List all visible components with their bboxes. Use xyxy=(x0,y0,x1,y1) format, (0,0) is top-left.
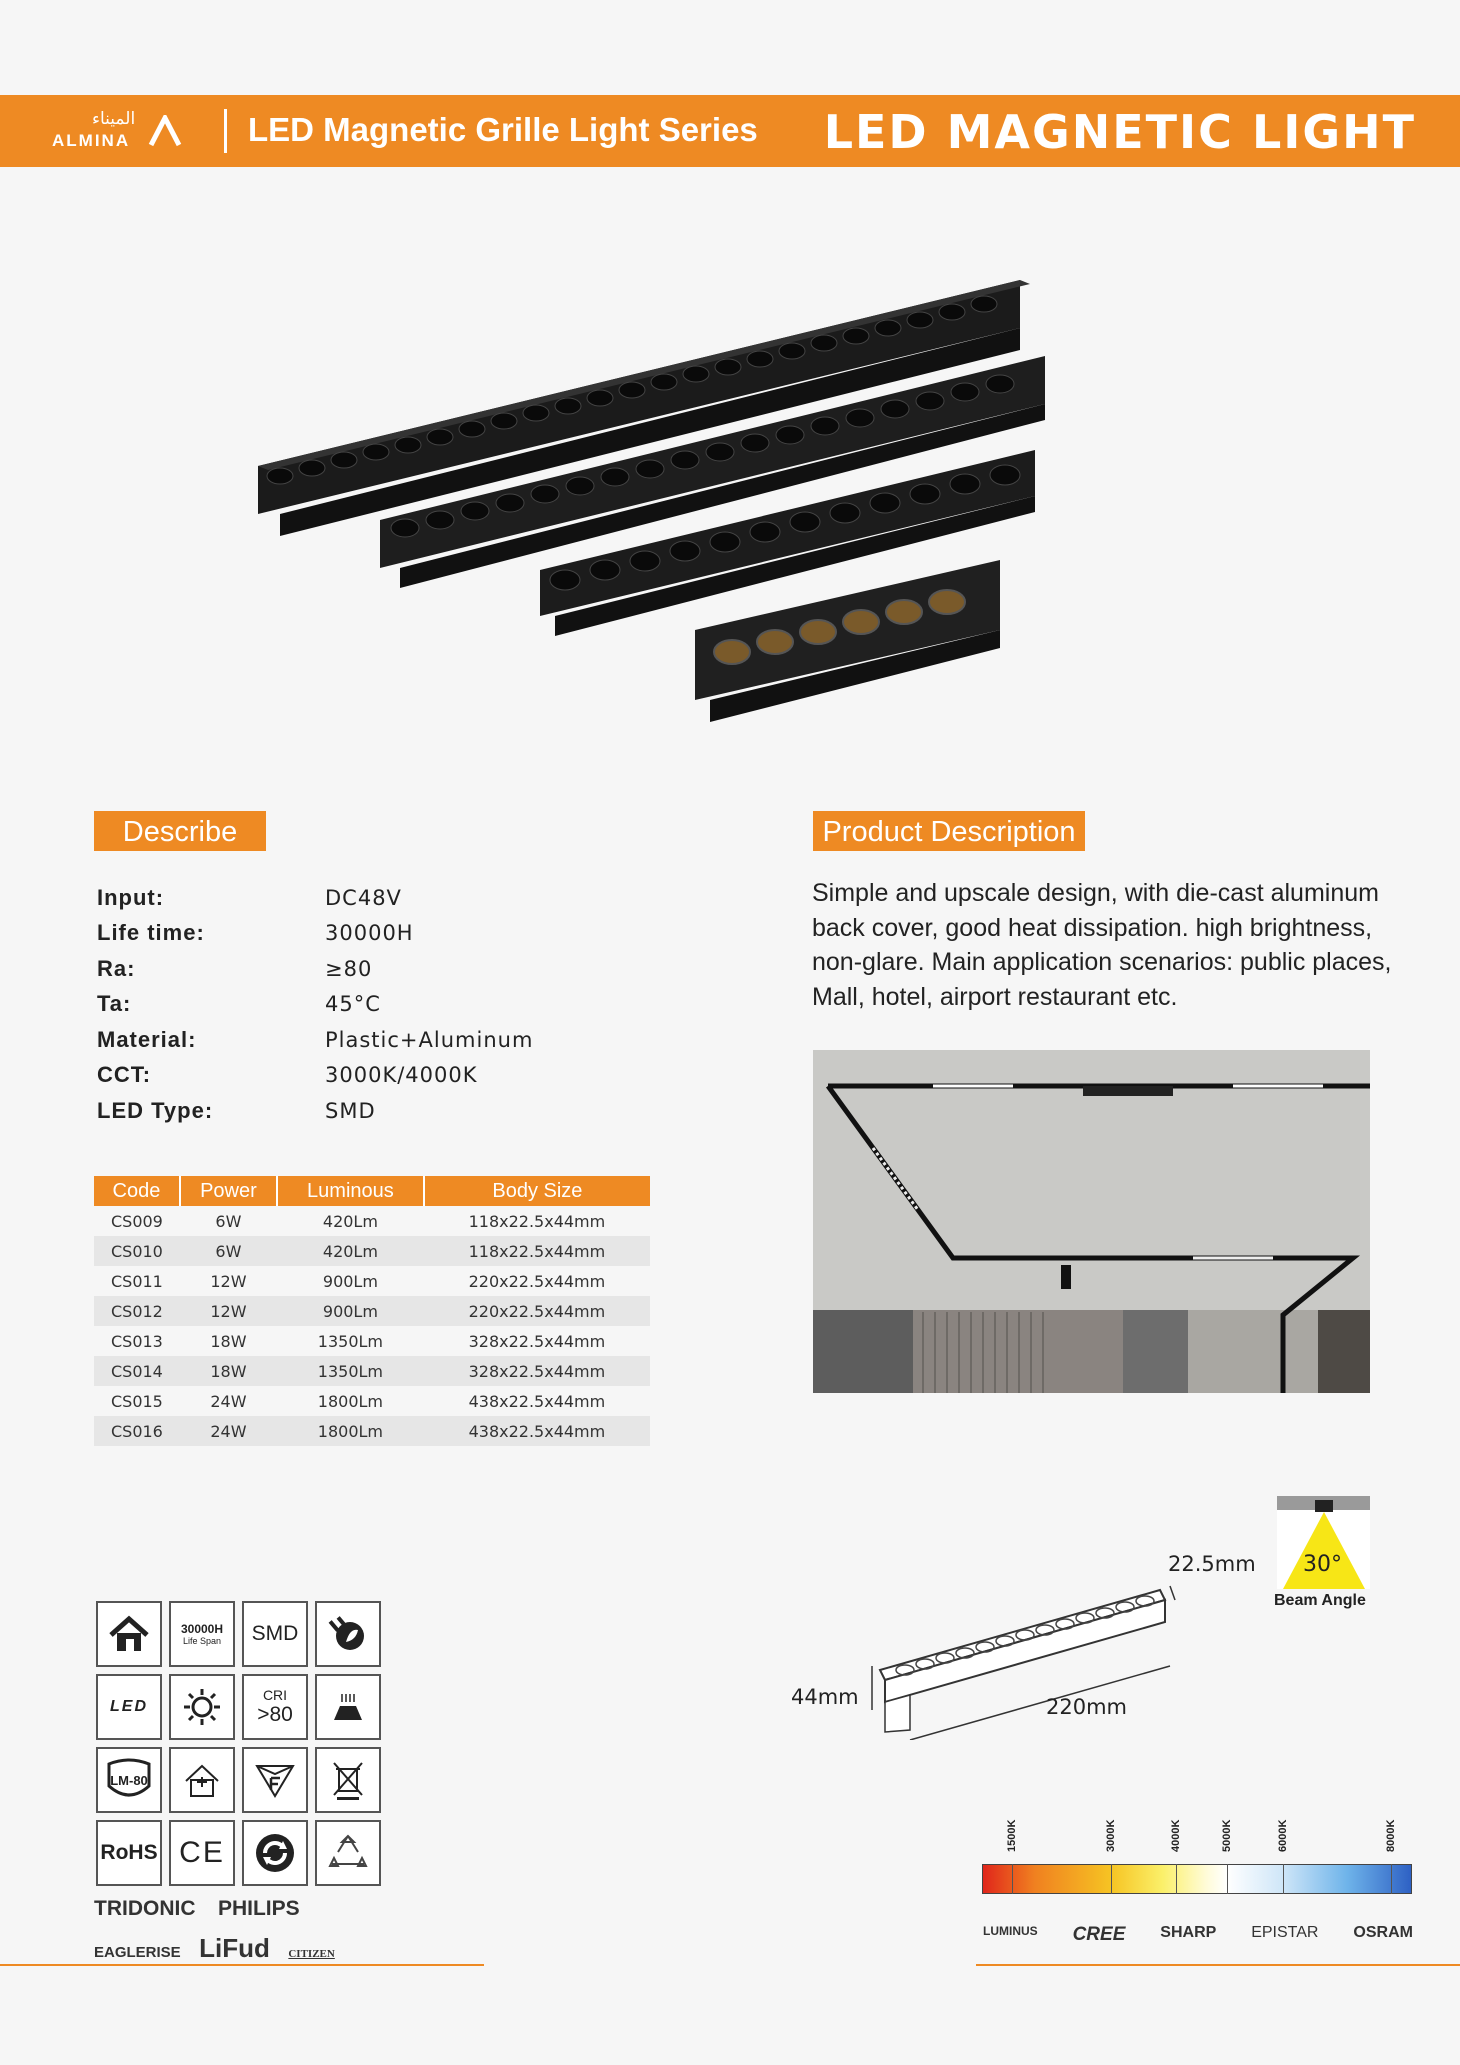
product-description-badge: Product Description xyxy=(813,811,1085,851)
spec-key: LED Type: xyxy=(97,1097,214,1123)
cct-label: 3000K xyxy=(1105,1819,1117,1852)
rohs-icon xyxy=(96,1820,162,1886)
cell: 328x22.5x44mm xyxy=(424,1356,650,1386)
cct-tick xyxy=(1227,1864,1228,1894)
led-icon xyxy=(96,1674,162,1740)
ce-icon xyxy=(169,1820,235,1886)
cct-gradient-bar xyxy=(982,1864,1412,1894)
cell: CS014 xyxy=(94,1356,180,1386)
spec-value: Plastic+Aluminum xyxy=(325,1027,534,1052)
spec-row xyxy=(97,1093,657,1129)
beam-angle-label: Beam Angle xyxy=(1274,1592,1366,1609)
cct-tick xyxy=(1111,1864,1112,1894)
cell: 6W xyxy=(180,1236,277,1266)
cell: 220x22.5x44mm xyxy=(424,1296,650,1326)
spec-row xyxy=(97,1022,657,1058)
spec-value: ≥80 xyxy=(325,956,373,981)
cell: CS011 xyxy=(110,1271,163,1291)
eaglerise-logo: EAGLERISE xyxy=(94,1944,181,1961)
weee-icon xyxy=(315,1747,381,1813)
cell: 900Lm xyxy=(322,1271,378,1291)
width-dimension: 22.5mm xyxy=(1168,1552,1256,1576)
product-description-text: Simple and upscale design, with die-cast aluminum back cover, good heat dissipation. high brightness, non-glare. Main application scenarios: public places, Mall, hotel, airport restaurant etc. xyxy=(812,879,1392,1011)
rohs-text: RoHS xyxy=(100,1841,158,1864)
footer-line-left xyxy=(0,1964,484,1966)
lifespan-icon xyxy=(169,1601,235,1667)
col-power: Power xyxy=(180,1176,277,1206)
cct-tick xyxy=(1012,1864,1013,1894)
chip-logos xyxy=(983,1924,1413,1946)
cct-label: 4000K xyxy=(1170,1819,1182,1852)
spec-key: Ra: xyxy=(97,955,136,981)
table-row xyxy=(94,1416,650,1446)
table-row xyxy=(94,1386,650,1416)
cell: 12W xyxy=(210,1271,247,1291)
brand-title: LED MAGNETIC LIGHT xyxy=(823,105,1416,159)
table-row xyxy=(94,1206,650,1236)
col-code: Code xyxy=(94,1176,180,1206)
col-body-size: Body Size xyxy=(424,1176,650,1206)
cell: 328x22.5x44mm xyxy=(468,1331,606,1351)
cct-tick xyxy=(1391,1864,1392,1894)
table-row xyxy=(94,1356,650,1386)
cell: CS015 xyxy=(110,1391,163,1411)
cri-value: >80 xyxy=(257,1703,293,1726)
cct-tick xyxy=(1283,1864,1284,1894)
logo-arabic: الميناء xyxy=(92,109,136,129)
col-luminous: Luminous xyxy=(277,1176,424,1206)
lifespan-text: 30000H xyxy=(180,1622,224,1636)
beam-angle-value: 30° xyxy=(1303,1552,1342,1577)
spec-list xyxy=(97,880,657,1129)
lm80-icon xyxy=(96,1747,162,1813)
cct-label: 6000K xyxy=(1277,1819,1289,1852)
cell: 1800Lm xyxy=(317,1391,384,1411)
recycle-icon xyxy=(315,1820,381,1886)
footer-line-right xyxy=(976,1964,1460,1966)
cell: 24W xyxy=(180,1416,277,1446)
philips-logo: PHILIPS xyxy=(217,1897,300,1920)
cri-text: CRI xyxy=(262,1687,288,1703)
cell: 438x22.5x44mm xyxy=(468,1391,606,1411)
spec-key: Material: xyxy=(97,1026,197,1052)
almina-logo xyxy=(52,109,192,153)
cell: 420Lm xyxy=(277,1236,424,1266)
tridonic-logo: TRIDONIC xyxy=(94,1897,196,1920)
ce-text: CE xyxy=(179,1836,225,1869)
cell: 18W xyxy=(180,1356,277,1386)
house-icon xyxy=(96,1601,162,1667)
cell: CS016 xyxy=(94,1416,180,1446)
lifud-logo: LiFud xyxy=(199,1933,270,1963)
eco-plug-icon xyxy=(315,1601,381,1667)
cell: 420Lm xyxy=(322,1211,378,1231)
cct-label: 1500K xyxy=(1006,1819,1018,1852)
lm80-text: LM-80 xyxy=(110,1772,148,1788)
cct-tick xyxy=(1176,1864,1177,1894)
recycle-cycle-icon xyxy=(242,1820,308,1886)
table-row xyxy=(94,1236,650,1266)
series-title: LED Magnetic Grille Light Series xyxy=(248,111,758,148)
cct-label: 8000K xyxy=(1385,1819,1397,1852)
cell: CS013 xyxy=(110,1331,163,1351)
spec-row xyxy=(97,880,657,916)
cell: 24W xyxy=(210,1391,247,1411)
smd-icon xyxy=(242,1601,308,1667)
spec-value: 3000K/4000K xyxy=(325,1063,478,1088)
spec-value: 45°C xyxy=(325,992,381,1017)
cell: 118x22.5x44mm xyxy=(468,1211,606,1231)
cell: 438x22.5x44mm xyxy=(424,1416,650,1446)
f-mark-icon xyxy=(242,1747,308,1813)
indoor-icon xyxy=(169,1747,235,1813)
spec-key: Life time: xyxy=(97,920,205,946)
epistar-logo: EPISTAR xyxy=(1251,1924,1319,1941)
led-text: LED xyxy=(110,1698,148,1715)
cell: 1800Lm xyxy=(277,1416,424,1446)
model-table xyxy=(94,1176,650,1446)
application-photo xyxy=(813,1050,1370,1393)
logo-english: ALMINA xyxy=(52,131,131,150)
cri-icon xyxy=(242,1674,308,1740)
spec-row xyxy=(97,1058,657,1094)
sun-icon xyxy=(169,1674,235,1740)
spec-key: Ta: xyxy=(97,991,132,1017)
cell: 1350Lm xyxy=(317,1331,384,1351)
dimension-drawing xyxy=(870,1560,1180,1740)
header-divider xyxy=(224,109,227,153)
spec-key: Input: xyxy=(97,884,165,910)
partner-logos xyxy=(94,1897,394,1964)
sharp-logo: SHARP xyxy=(1160,1924,1217,1941)
spec-row xyxy=(97,987,657,1023)
spec-key: CCT: xyxy=(97,1062,152,1088)
table-row xyxy=(94,1296,650,1326)
cell: 220x22.5x44mm xyxy=(468,1271,606,1291)
table-row xyxy=(94,1266,650,1296)
cell: CS012 xyxy=(94,1296,180,1326)
describe-badge: Describe xyxy=(94,811,266,851)
spec-row xyxy=(97,951,657,987)
spec-row xyxy=(97,916,657,952)
beam-angle-box xyxy=(1277,1496,1370,1589)
length-dimension: 220mm xyxy=(1046,1695,1127,1719)
cell: 1350Lm xyxy=(277,1356,424,1386)
spec-value: SMD xyxy=(325,1098,376,1123)
cell: 118x22.5x44mm xyxy=(424,1236,650,1266)
luminus-logo: LUMINUS xyxy=(983,1924,1038,1938)
osram-logo: OSRAM xyxy=(1353,1924,1413,1941)
height-dimension: 44mm xyxy=(791,1685,859,1709)
certification-icons xyxy=(96,1601,386,1886)
cell: CS009 xyxy=(110,1211,163,1231)
logo-mark-icon xyxy=(148,115,182,147)
table-row xyxy=(94,1326,650,1356)
spec-value: 30000H xyxy=(325,921,414,946)
table-header-row xyxy=(94,1176,650,1206)
cell: 18W xyxy=(210,1331,247,1351)
citizen-logo: CITIZEN xyxy=(288,1948,335,1960)
cell: 900Lm xyxy=(277,1296,424,1326)
header-bar xyxy=(0,95,1460,167)
cell: 12W xyxy=(180,1296,277,1326)
smd-text: SMD xyxy=(251,1622,299,1645)
lifespan-sub: Life Span xyxy=(182,1636,222,1646)
cree-logo: CREE xyxy=(1072,1924,1126,1945)
cell: CS010 xyxy=(94,1236,180,1266)
product-photo xyxy=(250,270,1060,730)
spec-value: DC48V xyxy=(325,885,402,910)
cct-label: 5000K xyxy=(1221,1819,1233,1852)
heat-sink-icon xyxy=(315,1674,381,1740)
cell: 6W xyxy=(215,1211,242,1231)
